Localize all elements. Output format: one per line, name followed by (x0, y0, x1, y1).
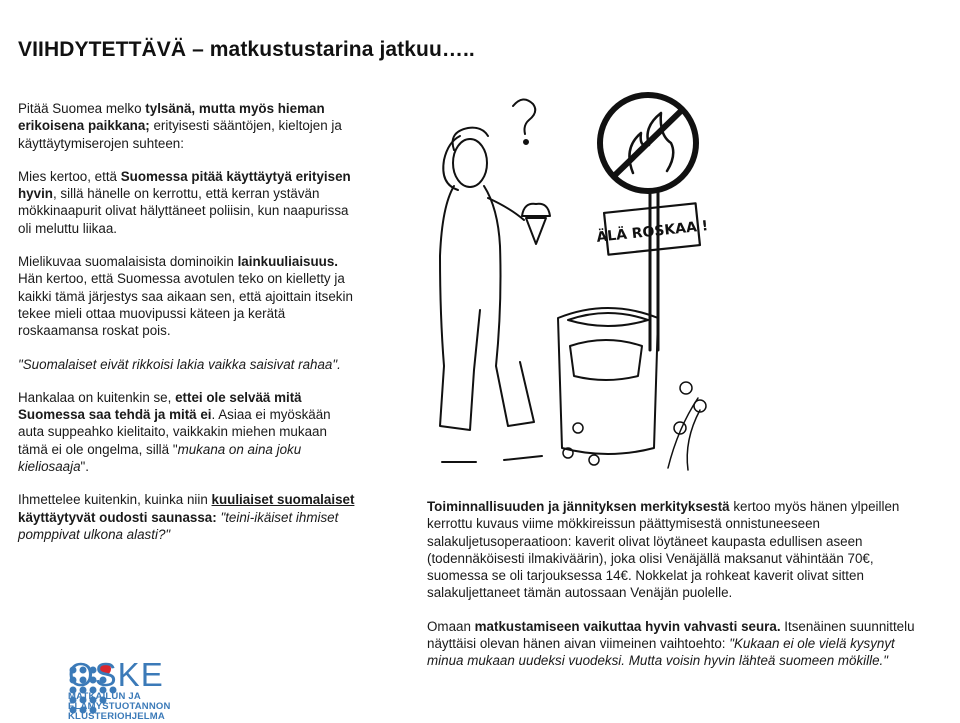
right-paragraph-2: Omaan matkustamiseen vaikuttaa hyvin vahvasti seura. Itsenäinen suunnittelu näyttäisi olevan hänen aivan viimeinen vaihtoehto: "Kukaan ei ole vielä kysynyt minua mukaan uudeksi vuodeksi. Mutta voisin hyvin lähteä suomeen mökille." (427, 618, 915, 669)
right-paragraph-1: Toiminnallisuuden ja jännityksen merkityksestä kertoo myös hänen ylpeillen kerrottu kuvaus viime mökkireissun päättymisestä onnistuneeseen salakuljetusoperaatioon: kaverit olivat löytäneet kaupasta edullisen aseen (todennäköisesti ilmakiväärin), joka olisi Venäjällä maksanut vähintään 70€, suomessa se oli tarjouksessa 14€. Nokkelat ja rohkeat kaverit olivat sitten salakuljettaneet tämän autossaan Venäjän puolelle. (427, 499, 900, 601)
paragraph-3: Mielikuvaa suomalaisista dominoikin lainkuuliaisuus. Hän kertoo, että Suomessa avotulen teko on kielletty ja kaikki tämä järjestys saa aikaan sen, että ajoittain itsekin tekee mieli ottaa muovipussi käteen ja kerätä roskaamansa roskat pois. (18, 254, 353, 339)
quote-paragraph: "Suomalaiset eivät rikkoisi lakia vaikka saisivat rahaa". (18, 356, 341, 372)
ice-cream-icon (522, 204, 550, 244)
logo-line-3: KLUSTERIOHJELMA (68, 711, 165, 722)
cartoon-illustration (418, 88, 718, 478)
question-mark-icon (513, 99, 535, 134)
page-title: VIIHDYTETTÄVÄ – matkustustarina jatkuu….. (18, 38, 475, 61)
left-text-column (18, 100, 356, 559)
logo-line-2: ELÄMYSTUOTANNON (68, 701, 171, 712)
paragraph-5: Hankalaa on kuitenkin se, ettei ole selvää mitä Suomessa saa tehdä ja mitä ei. Asiaa ei myöskään auta suppeahko kielitaito, vaikkakin miehen mukaan tämä ei ole ongelma, sillä "mukana on aina joku kieliosaaja". (18, 389, 331, 475)
paragraph-2: Mies kertoo, että Suomessa pitää käyttäytyä erityisen hyvin, sillä hänelle on kerrottu, että kerran ystävän mökkinaapurit olivat hälyttäneet poliisin, kun naapurissa oli meluttu liikaa. (18, 168, 351, 236)
oske-logo (68, 658, 171, 722)
logo-line-1: MATKAILUN JA (68, 691, 141, 702)
paragraph-6: Ihmettelee kuitenkin, kuinka niin kuuliaiset suomalaiset käyttäytyvät oudosti saunassa: "teini-ikäiset ihmiset pomppivat ulkona alasti?" (18, 492, 355, 542)
flowers (563, 382, 706, 470)
person-figure (440, 128, 542, 462)
paragraph-1: Pitää Suomea melko tylsänä, mutta myös hieman erikoisena paikkana; erityisesti sääntöjen, kieltojen ja käyttäytymiserojen suhteen: (18, 101, 342, 151)
right-text-column (427, 498, 932, 686)
trash-bin-icon (558, 308, 658, 454)
no-fire-sign-icon (600, 95, 696, 191)
logo-name: OSKE (68, 656, 164, 693)
sign-text: ÄLÄ ROSKAA ! (595, 218, 709, 246)
